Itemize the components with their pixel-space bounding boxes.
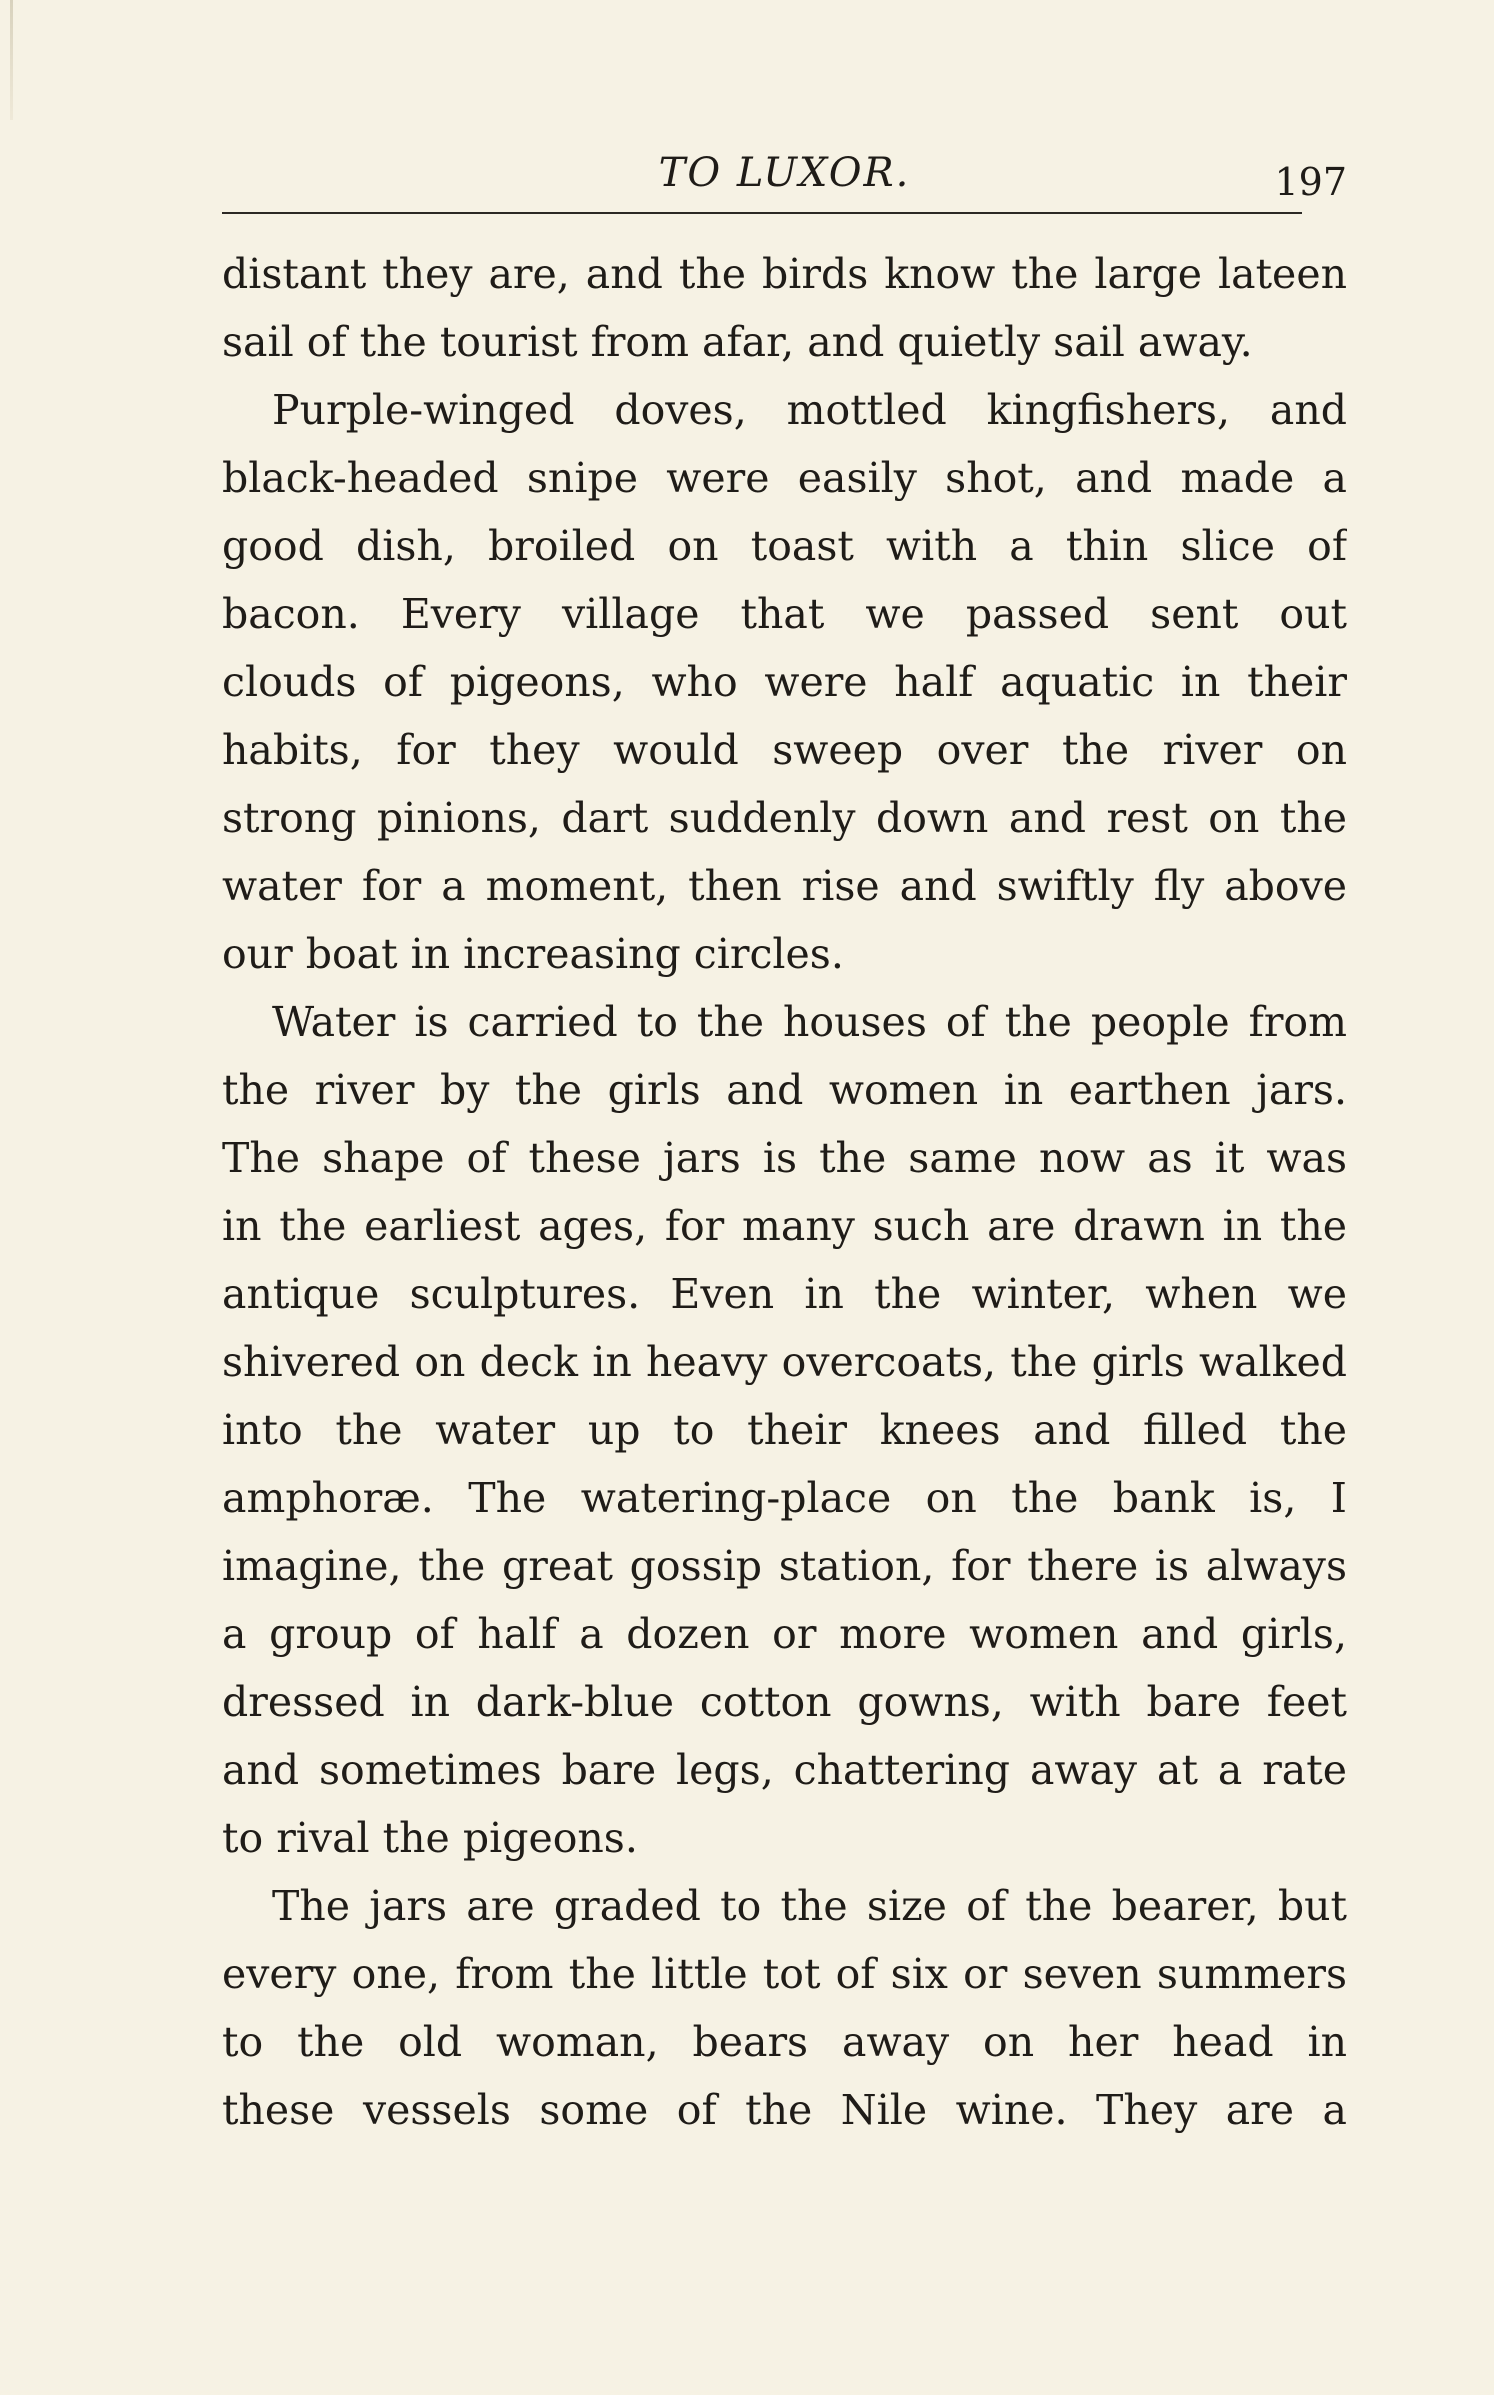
text-line: The jars are graded to the size of the bearer, but [272, 1882, 1347, 1930]
text-line: and sometimes bare legs, chattering away at a rate [222, 1746, 1347, 1794]
running-head [222, 140, 1347, 210]
text-line: the river by the girls and women in earthen jars. [222, 1066, 1347, 1114]
text-line: clouds of pigeons, who were half aquatic in their [222, 658, 1347, 706]
text-line: habits, for they would sweep over the river on [222, 726, 1347, 774]
text-line: amphoræ. The watering-place on the bank is, I [222, 1474, 1347, 1522]
page-number: 197 [1274, 160, 1347, 204]
text-line: antique sculptures. Even in the winter, when we [222, 1270, 1347, 1318]
text-line: every one, from the little tot of six or seven summers [222, 1950, 1347, 1998]
text-line: The shape of these jars is the same now as it was [222, 1134, 1347, 1182]
text-line: water for a moment, then rise and swiftly fly above [222, 862, 1347, 910]
text-line: Water is carried to the houses of the people from [272, 998, 1347, 1046]
text-line: these vessels some of the Nile wine. They are a [222, 2086, 1347, 2134]
body-text [222, 240, 1347, 2144]
text-line: our boat in increasing circles. [222, 930, 844, 978]
text-line: strong pinions, dart suddenly down and rest on the [222, 794, 1347, 842]
text-line: a group of half a dozen or more women and girls, [222, 1610, 1347, 1658]
text-line: imagine, the great gossip station, for there is always [222, 1542, 1347, 1590]
header-rule [222, 212, 1302, 214]
binding-edge [10, 0, 13, 120]
text-line: to rival the pigeons. [222, 1814, 638, 1862]
text-line: distant they are, and the birds know the large lateen [222, 250, 1347, 298]
text-line: to the old woman, bears away on her head in [222, 2018, 1347, 2066]
text-line: bacon. Every village that we passed sent out [222, 590, 1347, 638]
running-title: TO LUXOR. [658, 150, 911, 196]
text-line: shivered on deck in heavy overcoats, the girls walked [222, 1338, 1347, 1386]
text-line: into the water up to their knees and filled the [222, 1406, 1347, 1454]
text-line: good dish, broiled on toast with a thin slice of [222, 522, 1347, 570]
text-line: in the earliest ages, for many such are drawn in the [222, 1202, 1347, 1250]
text-line: dressed in dark-blue cotton gowns, with bare feet [222, 1678, 1347, 1726]
text-line: sail of the tourist from afar, and quietly sail away. [222, 318, 1253, 366]
text-line: black-headed snipe were easily shot, and made a [222, 454, 1347, 502]
text-line: Purple-winged doves, mottled kingfishers, and [272, 386, 1347, 434]
